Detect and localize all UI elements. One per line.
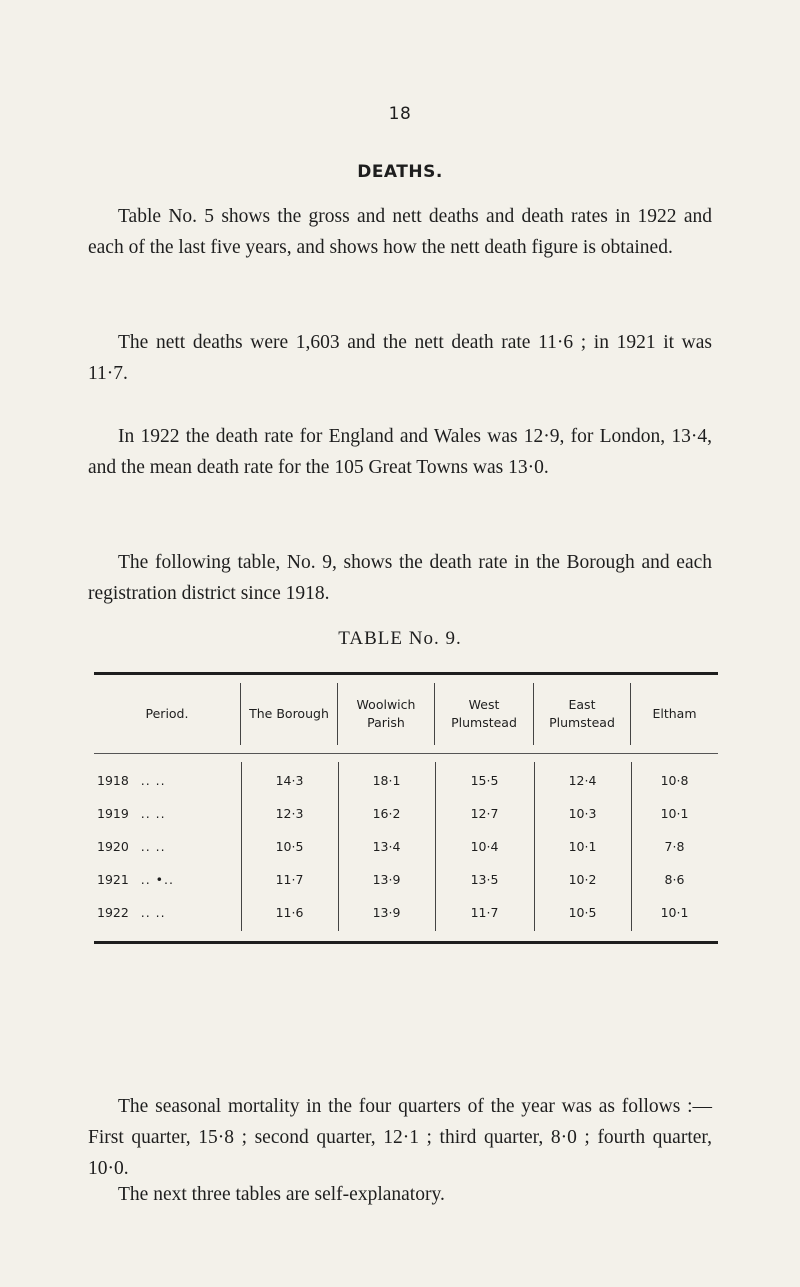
cell-borough: 11·6: [275, 905, 304, 920]
header-borough: The Borough: [241, 683, 338, 745]
column-divider: [534, 762, 535, 931]
period-year: 1919: [97, 806, 129, 821]
cell-woolwich: 18·1: [372, 773, 401, 788]
cell-west-plumstead: 12·7: [470, 806, 499, 821]
column-divider: [338, 762, 339, 931]
cell-borough: 11·7: [275, 872, 304, 887]
period-year: 1920: [97, 839, 129, 854]
header-east-plumstead: East Plumstead: [534, 683, 631, 745]
leader-dots: .. ..: [140, 839, 166, 854]
table-row: [94, 830, 718, 863]
paragraph-intro: [88, 201, 712, 263]
leader-dots: .. ..: [140, 806, 166, 821]
leader-dots: .. ..: [140, 905, 166, 920]
paragraph-comparison-text: In 1922 the death rate for England and Wales was 12·9, for London, 13·4, and the mean death rate for the 105 Great Towns was 13·0.: [88, 426, 712, 478]
cell-period: [94, 905, 241, 920]
cell-east-plumstead: 12·4: [568, 773, 597, 788]
column-divider: [241, 762, 242, 931]
cell-period: [94, 806, 241, 821]
cell-woolwich: 13·4: [372, 839, 401, 854]
cell-period: [94, 839, 241, 854]
table-bottom-rule: [94, 941, 718, 944]
paragraph-comparison: [88, 421, 712, 483]
cell-east-plumstead: 10·5: [568, 905, 597, 920]
paragraph-nett-deaths: [88, 327, 712, 389]
cell-east-plumstead: 10·3: [568, 806, 597, 821]
period-year: 1921: [97, 872, 129, 887]
table-row: [94, 896, 718, 929]
paragraph-closing-text: The next three tables are self-explanatory.: [118, 1184, 445, 1205]
period-year: 1922: [97, 905, 129, 920]
paragraph-table-intro: [88, 547, 712, 609]
cell-borough: 10·5: [275, 839, 304, 854]
cell-borough: 12·3: [275, 806, 304, 821]
cell-eltham: 10·1: [660, 905, 689, 920]
cell-west-plumstead: 11·7: [470, 905, 499, 920]
cell-eltham: 7·8: [664, 839, 685, 854]
header-woolwich: Woolwich Parish: [338, 683, 435, 745]
cell-east-plumstead: 10·2: [568, 872, 597, 887]
paragraph-seasonal: [88, 1091, 712, 1184]
cell-west-plumstead: 10·4: [470, 839, 499, 854]
header-period: Period.: [94, 683, 241, 745]
cell-eltham: 8·6: [664, 872, 685, 887]
column-divider: [435, 762, 436, 931]
cell-eltham: 10·1: [660, 806, 689, 821]
period-year: 1918: [97, 773, 129, 788]
leader-dots: .. •..: [140, 872, 174, 887]
cell-eltham: 10·8: [660, 773, 689, 788]
page-number: 18: [388, 104, 412, 124]
section-heading: DEATHS.: [357, 162, 443, 182]
table-title: TABLE No. 9.: [338, 628, 462, 649]
table-header-row: [94, 675, 718, 753]
header-eltham: Eltham: [652, 706, 697, 721]
cell-woolwich: 16·2: [372, 806, 401, 821]
column-divider: [631, 762, 632, 931]
cell-period: [94, 773, 241, 788]
paragraph-nett-deaths-text: The nett deaths were 1,603 and the nett death rate 11·6 ; in 1921 it was 11·7.: [88, 332, 712, 384]
cell-period: [94, 872, 241, 887]
death-rate-table: [94, 672, 718, 944]
paragraph-intro-text: Table No. 5 shows the gross and nett deaths and death rates in 1922 and each of the last five years, and shows how the nett death figure is obtained.: [88, 206, 712, 258]
cell-east-plumstead: 10·1: [568, 839, 597, 854]
cell-woolwich: 13·9: [372, 872, 401, 887]
cell-woolwich: 13·9: [372, 905, 401, 920]
paragraph-seasonal-text: The seasonal mortality in the four quarters of the year was as follows :—First quarter, 15·8 ; second quarter, 12·1 ; third quarter, 8·0 ; fourth quarter, 10·0.: [88, 1096, 712, 1179]
paragraph-closing: [88, 1179, 712, 1210]
header-west-plumstead: West Plumstead: [435, 683, 534, 745]
leader-dots: .. ..: [140, 773, 166, 788]
table-row: [94, 764, 718, 797]
table-body: [94, 754, 718, 941]
cell-west-plumstead: 13·5: [470, 872, 499, 887]
cell-borough: 14·3: [275, 773, 304, 788]
table-row: [94, 797, 718, 830]
paragraph-table-intro-text: The following table, No. 9, shows the death rate in the Borough and each registration district since 1918.: [88, 552, 712, 604]
table-row: [94, 863, 718, 896]
cell-west-plumstead: 15·5: [470, 773, 499, 788]
